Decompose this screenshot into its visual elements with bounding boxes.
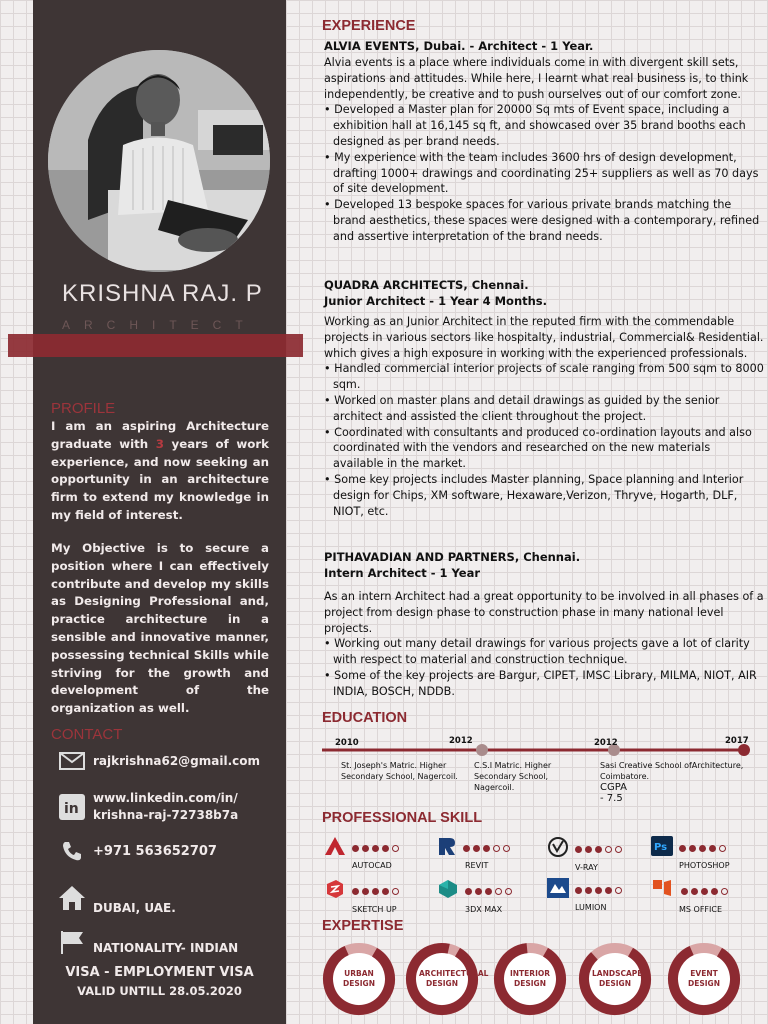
autocad-icon <box>324 836 346 860</box>
rating-dot <box>699 845 706 852</box>
contact-email-row[interactable] <box>57 752 260 770</box>
contact-linkedin-row[interactable] <box>57 790 238 824</box>
edu-school: C.S.I Matric. Higher Secondary School, Nagercoil. <box>474 761 552 792</box>
job-position: Intern Architect - 1 Year <box>324 566 481 580</box>
job-bullet: • Developed a Master plan for 20000 Sq mts of Event space, including a exhibition hall at 16,145 sq ft, and showcased over 35 brand booths each designed as per brand needs. <box>324 103 746 148</box>
skill-item <box>651 878 731 914</box>
skill-label: REVIT <box>465 861 489 870</box>
rating-dot <box>719 845 726 852</box>
job-title <box>324 277 547 309</box>
rating-dot <box>485 888 492 895</box>
job-body <box>324 314 764 519</box>
skill-rating <box>681 888 731 895</box>
rating-dot <box>721 888 728 895</box>
job-bullet: • Some of the key projects are Bargur, CIPET, IMSC Library, MILMA, NIOT, AIR INDIA, BOSCH, NDDB. <box>324 668 757 698</box>
job-bullet: • Working out many detail drawings for various projects gave a lot of clarity with respect to material and construction technique. <box>324 637 750 667</box>
job-bullet: • Developed 13 bespoke spaces for various private brands matching the brand aesthetics, these spaces were designed with a contemporary, refined and assertive interpretation of the brand needs. <box>324 198 760 243</box>
profile-photo <box>48 50 270 272</box>
rating-dot <box>372 845 379 852</box>
rating-dot <box>372 888 379 895</box>
skill-item <box>437 878 515 914</box>
rating-dot <box>691 888 698 895</box>
skill-item <box>324 878 402 914</box>
rating-dot <box>483 845 490 852</box>
rating-dot <box>392 888 399 895</box>
job-bullet: • My experience with the team includes 3600 hrs of design development, drafting 1000+ drawings and coordinating 25+ suppliers as well as 70 days of site development. <box>324 150 759 196</box>
rating-dot <box>575 887 582 894</box>
education-heading: EDUCATION <box>322 710 408 726</box>
expertise-ring <box>322 942 396 1016</box>
rating-dot <box>362 888 369 895</box>
3dsmax-icon <box>437 878 459 904</box>
msoffice-icon <box>651 878 675 904</box>
rating-dot <box>679 845 686 852</box>
rating-dot <box>615 846 622 853</box>
rating-dot <box>585 846 592 853</box>
objective-text: My Objective is to secure a position where I can effectively contribute and develop my skills as Designing Professional and, practice architecture in a sensible and innovative manner, possessing technical Skills while striving for the growth and development of the organization as well. <box>51 541 269 716</box>
edu-year: 2012 <box>449 736 473 746</box>
skill-label: PHOTOSHOP <box>679 861 730 870</box>
skill-label: MS OFFICE <box>679 905 723 914</box>
rating-dot <box>352 845 359 852</box>
rating-dot <box>595 846 602 853</box>
rating-dot <box>681 888 688 895</box>
rating-dot <box>463 845 470 852</box>
job-bullet: • Handled commercial interior projects of scale ranging from 500 sqm to 8000 sqm. <box>324 362 764 392</box>
rating-dot <box>382 845 389 852</box>
rating-dot <box>362 845 369 852</box>
skill-rating <box>352 845 402 852</box>
sketchup-icon <box>324 878 346 904</box>
rating-dot <box>701 888 708 895</box>
job-position: Junior Architect - 1 Year 4 Months. <box>324 294 548 308</box>
job-bullet: • Coordinated with consultants and produced co-ordination layouts and also coordinated with the vendors and researched on the new materials available in the market. <box>324 425 752 471</box>
experience-heading: EXPERIENCE <box>322 18 416 34</box>
expertise-label: INTERIOR DESIGN <box>509 969 551 988</box>
job-body <box>324 589 764 700</box>
profile-text-post: years of work experience, and now seeking an opportunity in an architecture firm to extend my knowledge in my field of interest. <box>51 436 269 522</box>
job-desc: Alvia events is a place where individuals come in with divergent skill sets, aspirations and attitudes. While here, I learnt what real business is, to think independently, be creative and to push ourselves out of our comfort zone. <box>324 56 749 101</box>
contact-location-row <box>57 878 176 917</box>
rating-dot <box>709 845 716 852</box>
edu-year: 2017 <box>725 736 749 746</box>
skill-label: V-RAY <box>575 863 598 872</box>
job-desc: Working as an Junior Architect in the reputed firm with the commendable projects in various sectors like hospitalty, industrial, Commercial& Residential. which gives a high exposure in working with the experienced professionals. <box>324 315 764 360</box>
rating-dot <box>689 845 696 852</box>
revit-icon <box>437 836 457 860</box>
rating-dot <box>352 888 359 895</box>
skill-item <box>437 836 513 870</box>
profile-years: 3 <box>155 436 164 451</box>
rating-dot <box>575 846 582 853</box>
skills-heading: PROFESSIONAL SKILL <box>322 810 483 826</box>
expertise-heading: EXPERTISE <box>322 918 404 934</box>
skill-item <box>547 836 625 872</box>
job-bullet: • Some key projects includes Master planning, Space planning and Interior design for Chips, XM software, Hexaware,Verizon, Thryve, Hogarth, DLF, NIOT, etc. <box>324 472 744 518</box>
rating-dot <box>505 888 512 895</box>
edu-school: Sasi Creative School ofArchitecture, Coimbatore. <box>600 761 744 781</box>
job-title: ALVIA EVENTS, Dubai. - Architect - 1 Year. <box>324 39 594 53</box>
skill-item <box>651 836 730 870</box>
expertise-ring <box>578 942 652 1016</box>
svg-text:in: in <box>64 801 79 817</box>
rating-dot <box>503 845 510 852</box>
skill-label: 3DX MAX <box>465 905 503 914</box>
location-text: DUBAI, UAE. <box>93 901 176 915</box>
expertise-label: ARCHITECTURAL DESIGN <box>419 969 489 988</box>
candidate-name: KRISHNA RAJ. P <box>62 280 263 307</box>
linkedin-line-2: krishna-raj-72738b7a <box>93 808 239 822</box>
expertise-ring <box>667 942 741 1016</box>
accent-band <box>8 334 303 357</box>
rating-dot <box>585 887 592 894</box>
skill-rating <box>575 887 625 894</box>
rating-dot <box>495 888 502 895</box>
profile-text-pre: I am an aspiring Architecture graduate with <box>51 419 269 451</box>
linkedin-text[interactable] <box>93 790 238 824</box>
home-icon <box>57 885 87 911</box>
job-desc: As an intern Architect had a great opportunity to be involved in all phases of a project from design phase to construction phase in many national level projects. <box>324 590 764 635</box>
contact-phone-row[interactable] <box>57 840 217 862</box>
candidate-role: ARCHITECT <box>62 318 257 332</box>
rating-dot <box>473 845 480 852</box>
rating-dot <box>493 845 500 852</box>
linkedin-line-1: www.linkedin.com/in/ <box>93 791 238 805</box>
visa-block <box>33 964 286 1000</box>
edu-year: 2012 <box>594 738 618 748</box>
job-company: PITHAVADIAN AND PARTNERS, Chennai. <box>324 550 581 564</box>
rating-dot <box>392 845 399 852</box>
expertise-label: URBAN DESIGN <box>343 969 375 988</box>
skill-rating <box>465 888 515 895</box>
visa-text: VISA - EMPLOYMENT VISA <box>65 965 254 980</box>
skill-label: AUTOCAD <box>352 861 392 870</box>
nationality-text: NATIONALITY- INDIAN <box>93 941 239 955</box>
svg-text:Ps: Ps <box>654 842 668 853</box>
skill-rating <box>463 845 513 852</box>
lumion-icon <box>547 878 569 902</box>
edu-cgpa: CGPA - 7.5 <box>600 782 627 804</box>
skill-rating <box>679 845 729 852</box>
edu-year: 2010 <box>335 738 359 748</box>
phone-text[interactable]: +971 563652707 <box>93 843 217 859</box>
email-text[interactable]: rajkrishna62@gmail.com <box>93 753 261 768</box>
job-title <box>324 549 580 581</box>
rating-dot <box>605 846 612 853</box>
visa-valid-text: VALID UNTILL 28.05.2020 <box>77 984 242 998</box>
skill-item <box>547 878 625 912</box>
rating-dot <box>711 888 718 895</box>
expertise-ring <box>493 942 567 1016</box>
flag-icon <box>57 929 87 955</box>
linkedin-icon <box>57 794 87 820</box>
job-bullet: • Worked on master plans and detail drawings as guided by the senior architect and assisted the client throughout the project. <box>324 393 720 423</box>
phone-icon <box>57 840 87 862</box>
expertise-label: EVENT DESIGN <box>688 969 720 988</box>
skill-rating <box>575 846 625 853</box>
rating-dot <box>382 888 389 895</box>
rating-dot <box>475 888 482 895</box>
skill-item <box>324 836 402 870</box>
rating-dot <box>595 887 602 894</box>
vray-icon <box>547 836 569 862</box>
profile-text <box>51 418 269 525</box>
profile-heading: PROFILE <box>51 400 116 417</box>
edu-school: St. Joseph's Matric. Higher Secondary School, Nagercoil. <box>341 761 458 781</box>
job-company: QUADRA ARCHITECTS, Chennai. <box>324 278 529 292</box>
contact-nationality-row <box>57 926 238 957</box>
skill-label: SKETCH UP <box>352 905 397 914</box>
skill-label: LUMION <box>575 903 607 912</box>
rating-dot <box>465 888 472 895</box>
rating-dot <box>615 887 622 894</box>
photoshop-icon <box>651 836 673 860</box>
expertise-ring <box>405 942 489 1016</box>
job-body <box>324 55 764 245</box>
mail-icon <box>57 752 87 770</box>
rating-dot <box>605 887 612 894</box>
contact-heading: CONTACT <box>51 726 123 743</box>
expertise-label: LANDSCAPE DESIGN <box>592 969 643 988</box>
skill-rating <box>352 888 402 895</box>
